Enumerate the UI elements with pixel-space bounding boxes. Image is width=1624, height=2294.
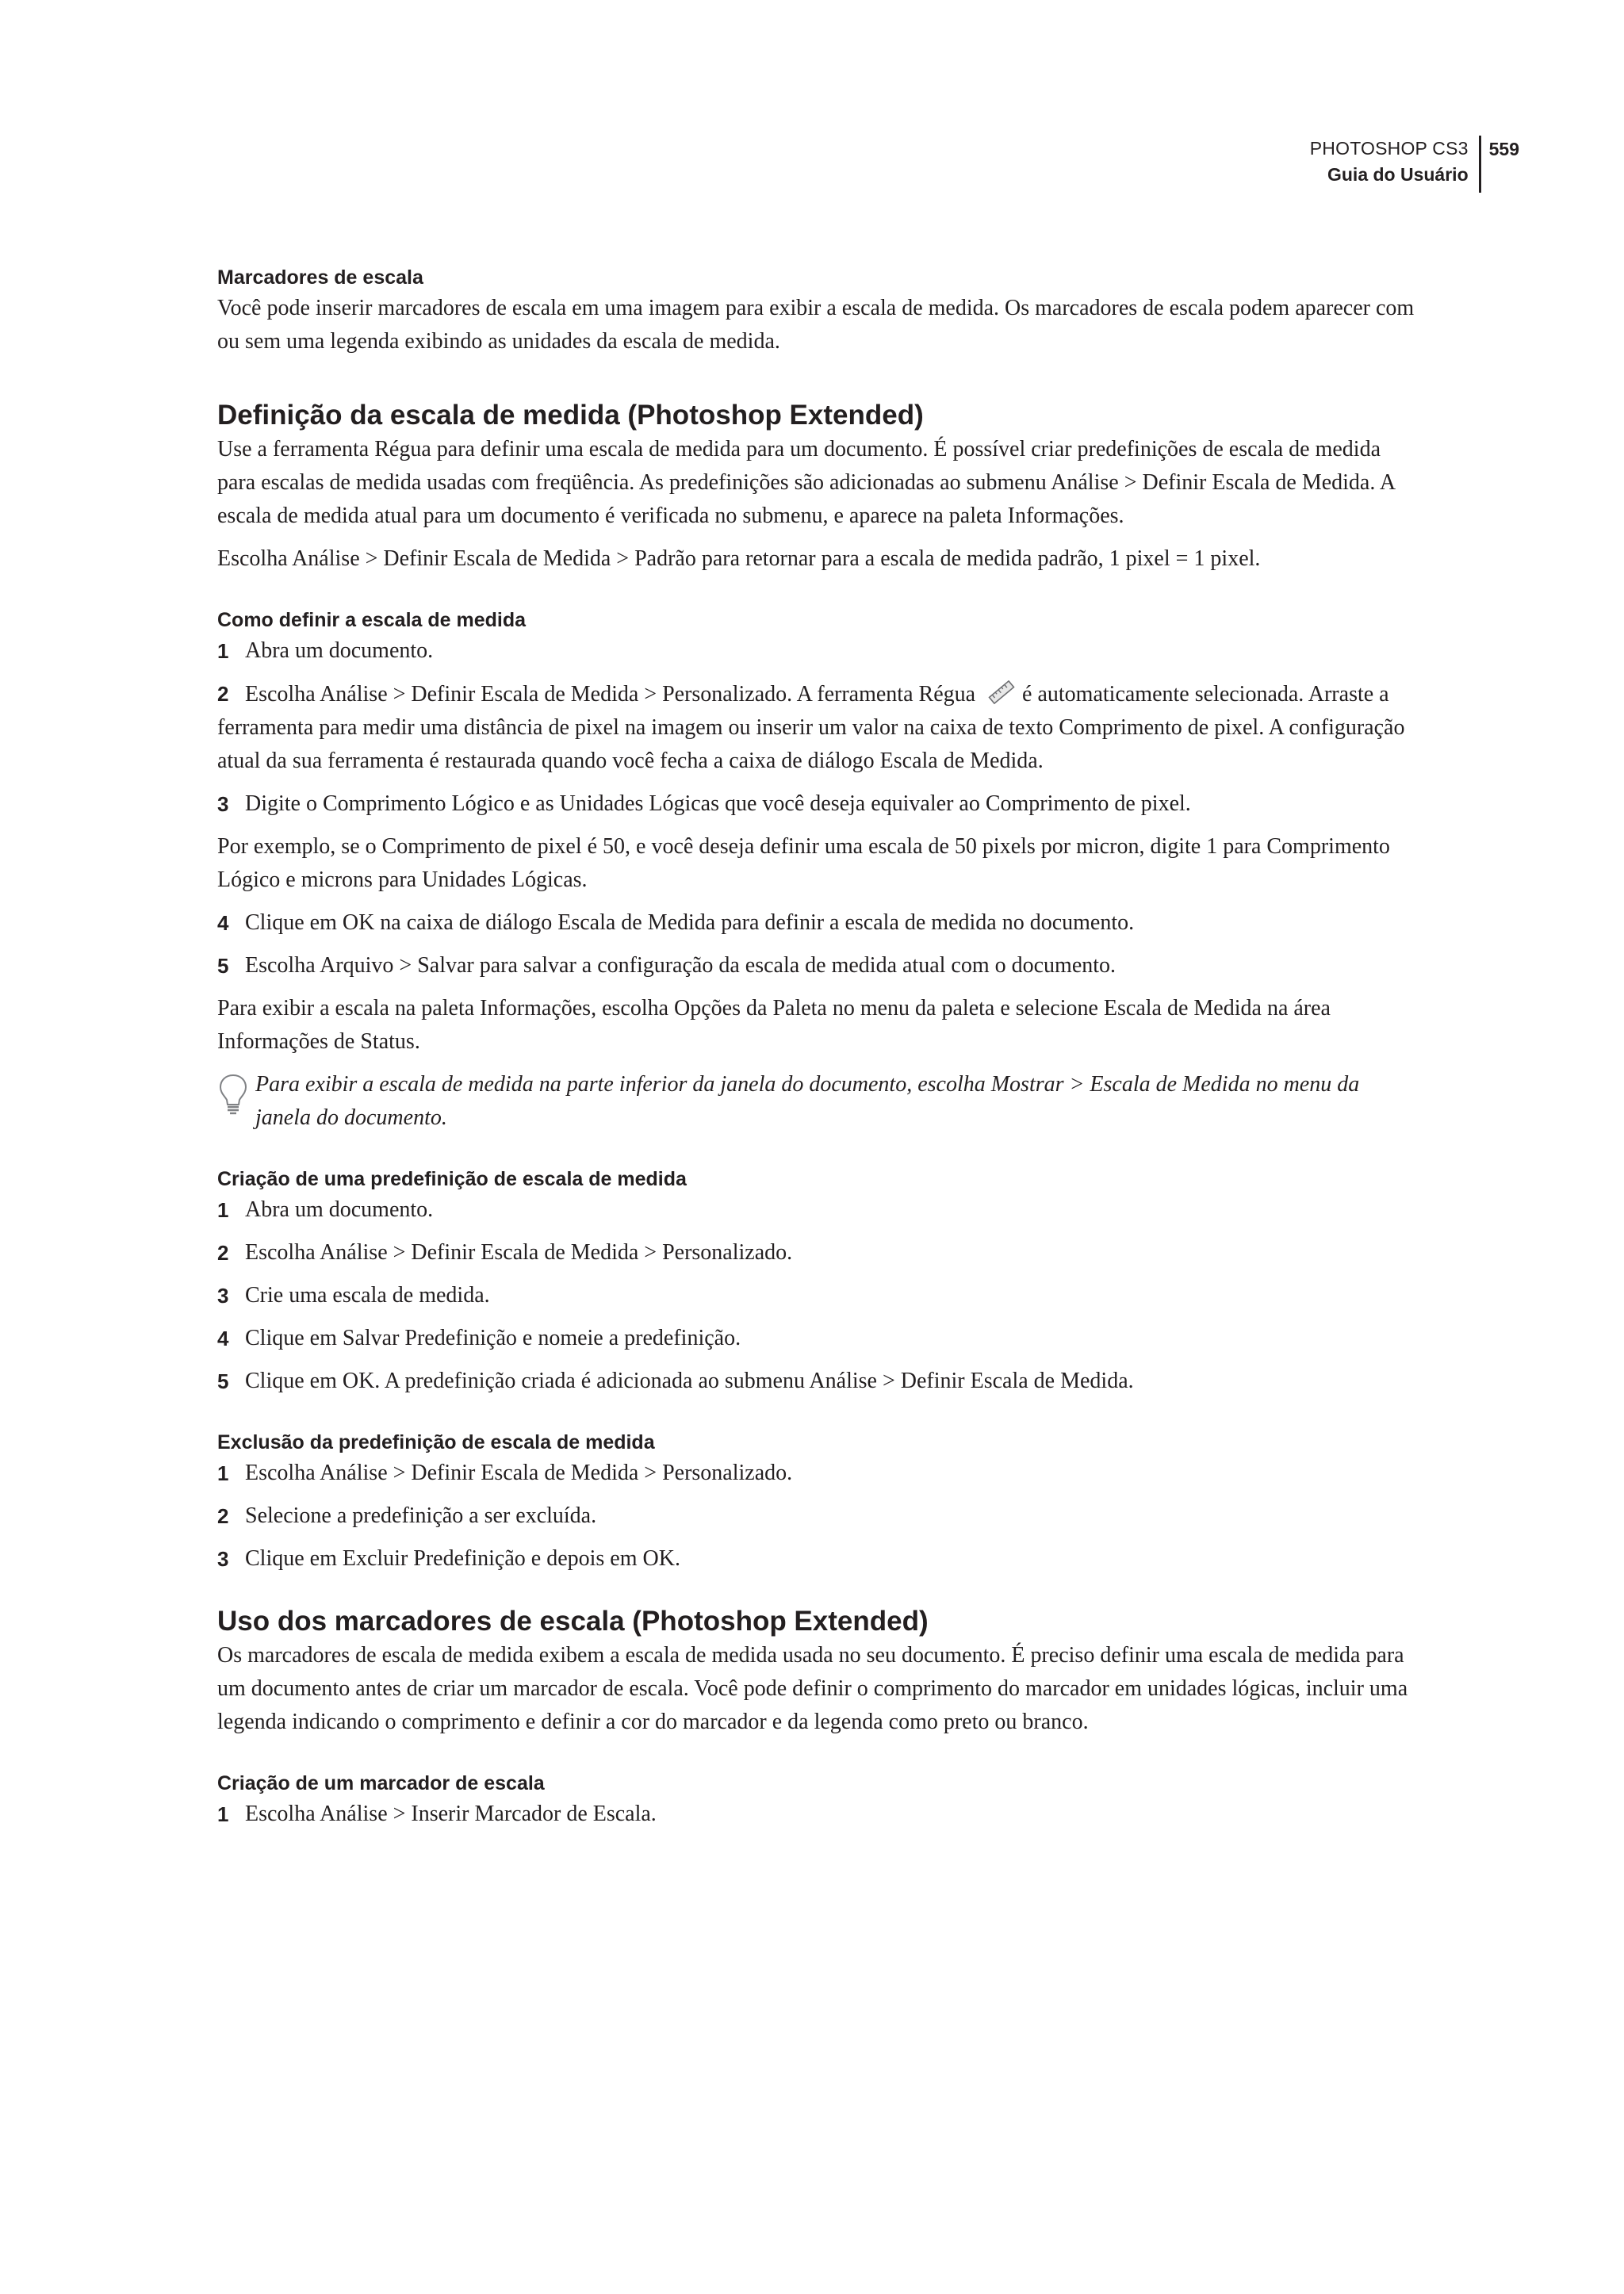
step-number: 3 (217, 792, 229, 816)
step-text: Crie uma escala de medida. (245, 1283, 490, 1308)
ruler-tool-icon (986, 680, 1017, 704)
step-text: Clique em OK na caixa de diálogo Escala de Medida para definir a escala de medida no documento. (245, 910, 1135, 935)
paragraph-uso: Os marcadores de escala de medida exibem a escala de medida usada no seu documento. É preciso definir uma escala de medida para um documento antes de criar um marcador de escala. Você pode definir o comprimento do marcador em unidades lógicas, incluir uma legenda indicando o comprimento e definir a cor do marcador e da legenda como preto ou branco. (217, 1643, 1408, 1734)
step-number: 4 (217, 1327, 229, 1350)
step-item (217, 1542, 1415, 1576)
step-item (217, 1279, 1415, 1312)
step-number: 1 (217, 639, 229, 663)
step-item (217, 1499, 1415, 1533)
header-product: PHOTOSHOP CS3 (1309, 138, 1469, 159)
lightbulb-icon (217, 1073, 249, 1117)
page-number: 559 (1488, 139, 1519, 159)
step-item (217, 1798, 1415, 1831)
header-guide: Guia do Usuário (1327, 164, 1469, 185)
step-text: Escolha Arquivo > Salvar para salvar a configuração da escala de medida atual com o documento. (245, 953, 1116, 978)
step-text: Abra um documento. (245, 1197, 434, 1222)
step-number: 3 (217, 1547, 229, 1571)
paragraph-definicao-1: Use a ferramenta Régua para definir uma escala de medida para um documento. É possível criar predefinições de escala de medida para escalas de medida usadas com freqüência. As predefinições são adicionadas ao submenu Análise > Definir Escala de Medida. A escala de medida atual para um documento é verificada no submenu, e aparece na paleta Informações. (217, 437, 1395, 528)
step-item (217, 677, 1415, 778)
step-number: 2 (217, 1504, 229, 1528)
step-number: 1 (217, 1198, 229, 1222)
step-item (217, 1236, 1415, 1270)
paragraph-marcadores: Você pode inserir marcadores de escala em uma imagem para exibir a escala de medida. Os marcadores de escala podem aparecer com ou sem uma legenda exibindo as unidades da escala de medida. (217, 296, 1415, 354)
step-text: Selecione a predefinição a ser excluída. (245, 1503, 597, 1528)
step-text: Escolha Análise > Definir Escala de Medida > Personalizado. (245, 1240, 793, 1265)
step-number: 2 (217, 1241, 229, 1265)
header-text (1310, 136, 1479, 193)
paragraph-info: Para exibir a escala na paleta Informações, escolha Opções da Paleta no menu da paleta e selecione Escala de Medida na área Informações de Status. (217, 996, 1331, 1054)
step-text: Escolha Análise > Definir Escala de Medida > Personalizado. (245, 1461, 793, 1485)
step-text: Clique em Salvar Predefinição e nomeie a predefinição. (245, 1326, 741, 1350)
step-number: 3 (217, 1284, 229, 1308)
step-text: Clique em Excluir Predefinição e depois em OK. (245, 1546, 680, 1571)
tip-note (217, 1068, 1415, 1135)
step-item (217, 1365, 1415, 1398)
step-number: 4 (217, 911, 229, 935)
section-title-criacao-predef: Criação de uma predefinição de escala de medida (217, 1168, 687, 1190)
page-content (217, 263, 1415, 1840)
step-number: 1 (217, 1461, 229, 1485)
step-item (217, 787, 1415, 821)
step-text: Escolha Análise > Inserir Marcador de Escala. (245, 1802, 657, 1826)
paragraph-definicao-2: Escolha Análise > Definir Escala de Medida > Padrão para retornar para a escala de medida padrão, 1 pixel = 1 pixel. (217, 546, 1261, 571)
step-number: 5 (217, 1369, 229, 1393)
paragraph-example: Por exemplo, se o Comprimento de pixel é 50, e você deseja definir uma escala de 50 pixels por micron, digite 1 para Comprimento Lógico e microns para Unidades Lógicas. (217, 834, 1390, 892)
step-text: Digite o Comprimento Lógico e as Unidades Lógicas que você deseja equivaler ao Comprimento de pixel. (245, 791, 1191, 816)
step-number: 2 (217, 682, 229, 706)
page-header (1310, 136, 1519, 193)
step-item (217, 1322, 1415, 1355)
step-number: 5 (217, 954, 229, 978)
section-title-exclusao: Exclusão da predefinição de escala de medida (217, 1431, 655, 1453)
step-item (217, 1193, 1415, 1227)
step-text: Abra um documento. (245, 638, 434, 663)
step-text: Escolha Análise > Definir Escala de Medida > Personalizado. A ferramenta Régua (245, 682, 976, 707)
heading-uso: Uso dos marcadores de escala (Photoshop Extended) (217, 1606, 929, 1637)
section-title-marcadores: Marcadores de escala (217, 266, 423, 289)
step-item (217, 1457, 1415, 1490)
section-title-criacao-marcador: Criação de um marcador de escala (217, 1772, 545, 1794)
step-item (217, 906, 1415, 940)
step-text: Clique em OK. A predefinição criada é adicionada ao submenu Análise > Definir Escala de Medida. (245, 1369, 1134, 1393)
step-item (217, 949, 1415, 982)
tip-text: Para exibir a escala de medida na parte inferior da janela do documento, escolha Mostrar > Escala de Medida no menu da janela do documento. (255, 1072, 1360, 1130)
step-text-continued: é automaticamente selecionada. Arraste a ferramenta para medir uma distância de pixel na imagem ou inserir um valor na caixa de texto Comprimento de pixel. A configuração atual da sua ferramenta é restaurada quando você fecha a caixa de diálogo Escala de Medida. (217, 682, 1405, 773)
section-title-como-definir: Como definir a escala de medida (217, 609, 527, 631)
step-item (217, 634, 1415, 668)
step-number: 1 (217, 1802, 229, 1826)
heading-definicao: Definição da escala de medida (Photoshop Extended) (217, 400, 924, 431)
